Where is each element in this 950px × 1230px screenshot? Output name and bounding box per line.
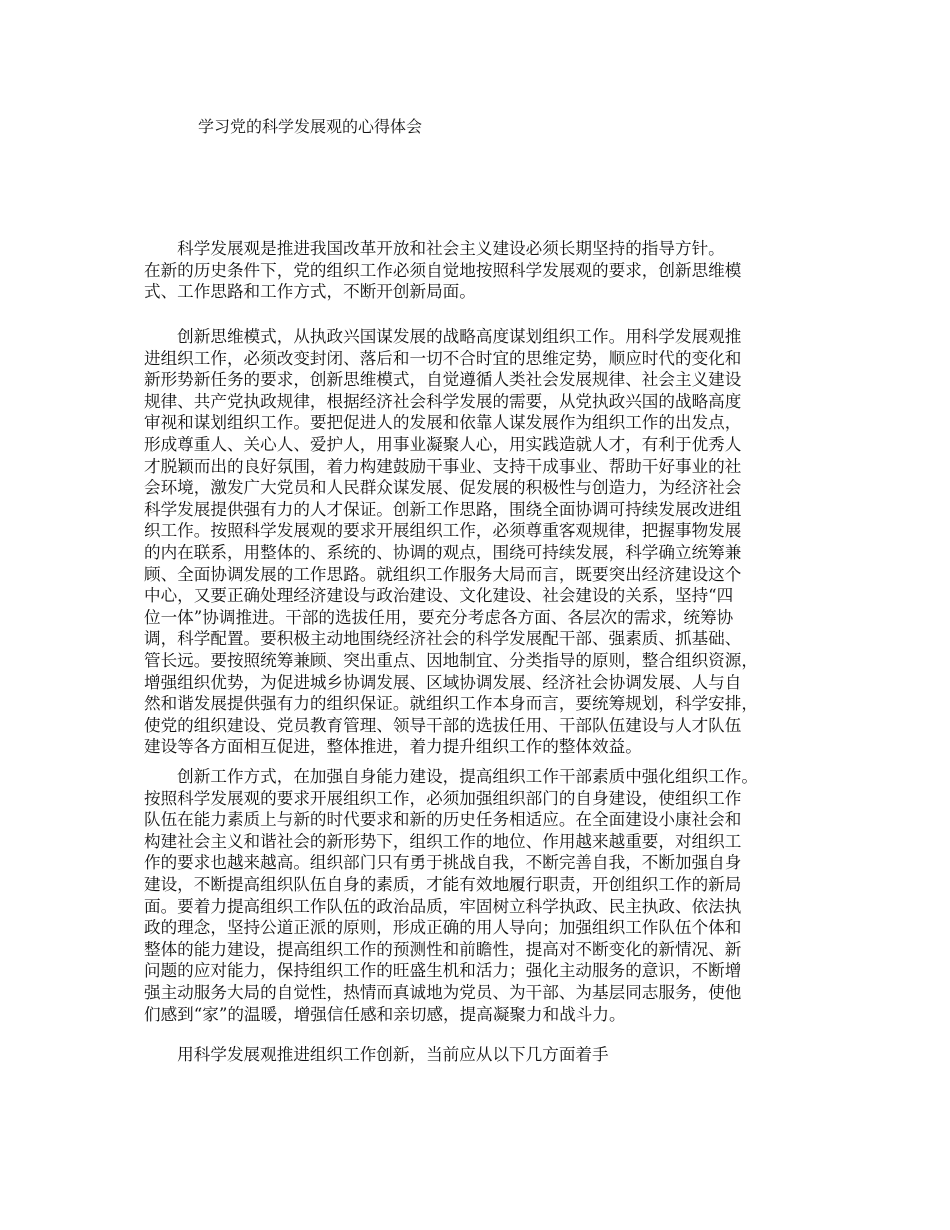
paragraph-line: 面。要着力提高组织工作队伍的政治品质，牢固树立科学执政、民主执政、依法执 (144, 896, 742, 916)
paragraph-line: 使党的组织建设、党员教育管理、领导干部的选拔任用、干部队伍建设与人才队伍 (144, 715, 742, 735)
paragraph-line: 科学发展提供强有力的人才保证。创新工作思路，围绕全面协调可持续发展改进组 (144, 499, 742, 519)
paragraph-line: 位一体”协调推进。干部的选拔任用，要充分考虑各方面、各层次的需求，统筹协 (144, 607, 734, 627)
paragraph-line: 政的理念，坚持公道正派的原则，形成正确的用人导向；加强组织工作队伍个体和 (144, 918, 742, 938)
paragraph-line: 顾、全面协调发展的工作思路。就组织工作服务大局而言，既要突出经济建设这个 (144, 564, 742, 584)
paragraph-line: 织工作。按照科学发展观的要求开展组织工作，必须尊重客观规律，把握事物发展 (144, 521, 742, 541)
paragraph-line: 建设，不断提高组织队伍自身的素质，才能有效地履行职责，开创组织工作的新局 (144, 874, 742, 894)
paragraph-line: 管长远。要按照统筹兼顾、突出重点、因地制宜、分类指导的原则，整合组织资源， (144, 650, 758, 670)
paragraph-line: 创新工作方式，在加强自身能力建设，提高组织工作干部素质中强化组织工作。 (144, 767, 758, 786)
paragraph-line: 才脱颖而出的良好氛围，着力构建鼓励干事业、支持干成事业、帮助干好事业的社 (144, 456, 742, 476)
paragraph-line: 作的要求也越来越高。组织部门只有勇于挑战自我，不断完善自我，不断加强自身 (144, 853, 742, 873)
paragraph-line: 在新的历史条件下，党的组织工作必须自觉地按照科学发展观的要求，创新思维模 (144, 260, 742, 280)
paragraph-intro (144, 238, 824, 303)
paragraph-line: 进组织工作，必须改变封闭、落后和一切不合时宜的思维定势，顺应时代的变化和 (144, 348, 742, 368)
paragraph-line: 按照科学发展观的要求开展组织工作，必须加强组织部门的自身建设，使组织工作 (144, 788, 742, 808)
paragraph-line: 队伍在能力素质上与新的时代要求和新的历史任务相适应。在全面建设小康社会和 (144, 810, 742, 830)
paragraph-line: 然和谐发展提供强有力的组织保证。就组织工作本身而言，要统筹规划，科学安排， (144, 694, 758, 714)
paragraph-thinking-mode (144, 326, 824, 758)
paragraph-line: 们感到“家”的温暖，增强信任感和亲切感，提高凝聚力和战斗力。 (144, 1004, 626, 1024)
paragraph-line: 强主动服务大局的自觉性，热情而真诚地为党员、为干部、为基层同志服务，使他 (144, 982, 742, 1002)
document-title: 学习党的科学发展观的心得体会 (198, 117, 423, 136)
paragraph-work-method (144, 766, 824, 1025)
paragraph-line: 的内在联系，用整体的、系统的、协调的观点，围绕可持续发展，科学确立统筹兼 (144, 542, 742, 562)
paragraph-line: 规律、共产党执政规律，根据经济社会科学发展的需要，从党执政兴国的战略高度 (144, 391, 742, 411)
paragraph-line: 建设等各方面相互促进，整体推进，着力提升组织工作的整体效益。 (144, 737, 642, 757)
paragraph-line: 形成尊重人、关心人、爱护人，用事业凝聚人心，用实践造就人才，有利于优秀人 (144, 434, 742, 454)
paragraph-line: 中心，又要正确处理经济建设与政治建设、文化建设、社会建设的关系，坚持“四 (144, 586, 734, 606)
paragraph-line: 新形势新任务的要求，创新思维模式，自觉遵循人类社会发展规律、社会主义建设 (144, 370, 742, 390)
paragraph-line: 科学发展观是推进我国改革开放和社会主义建设必须长期坚持的指导方针。 (144, 239, 725, 258)
paragraph-line: 式、工作思路和工作方式，不断开创新局面。 (144, 282, 476, 302)
paragraph-line: 增强组织优势，为促进城乡协调发展、区域协调发展、经济社会协调发展、人与自 (144, 672, 742, 692)
paragraph-line: 整体的能力建设，提高组织工作的预测性和前瞻性，提高对不断变化的新情况、新 (144, 939, 742, 959)
paragraph-closing (144, 1044, 824, 1066)
paragraph-line: 构建社会主义和谐社会的新形势下，组织工作的地位、作用越来越重要，对组织工 (144, 831, 742, 851)
paragraph-line: 审视和谋划组织工作。要把促进人的发展和依靠人谋发展作为组织工作的出发点， (144, 413, 742, 433)
paragraph-line: 调，科学配置。要积极主动地围绕经济社会的科学发展配干部、强素质、抓基础、 (144, 629, 742, 649)
paragraph-line: 会环境，激发广大党员和人民群众谋发展、促发展的积极性与创造力，为经济社会 (144, 478, 742, 498)
paragraph-line: 创新思维模式，从执政兴国谋发展的战略高度谋划组织工作。用科学发展观推 (144, 327, 742, 346)
paragraph-line: 问题的应对能力，保持组织工作的旺盛生机和活力；强化主动服务的意识，不断增 (144, 961, 742, 981)
paragraph-line: 用科学发展观推进组织工作创新，当前应从以下几方面着手 (144, 1045, 609, 1064)
